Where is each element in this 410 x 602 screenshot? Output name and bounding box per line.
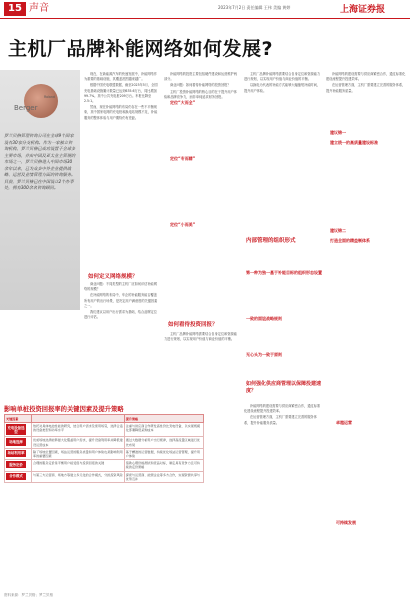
logo-text: Berger xyxy=(14,104,38,112)
table-cell: 探索与运营商、能源企业等多方合作，实现资源共享与优势互补 xyxy=(124,471,203,482)
subheading-small: 可持续发展 xyxy=(336,520,356,525)
paragraph: 以换电为代表的补能方式能够大幅缩短补能时间，提升用户体验。 xyxy=(244,83,321,93)
factor-tag: 场站利用率 xyxy=(7,451,25,456)
section-name: 声音 xyxy=(29,3,49,14)
table-header-row xyxy=(5,415,204,423)
paragraph: 根据中国充电联盟数据，截至2023年5月，全国充电基础设施累计数量已达到635.6万台，同比增加99.7%。其中公共充电桩209万台。车桩比降至2.5:1。 xyxy=(84,83,158,104)
subheading: 如何定义网络规模？ xyxy=(88,274,138,280)
subheading-small: 一致的面谊战略规则 xyxy=(246,316,282,321)
table-cell: 通过大数据分析用户出行规律，选择高流量区域进行优先布局 xyxy=(124,437,203,448)
factor-tag: 合作模式 xyxy=(6,473,26,480)
paragraph: 在补能网络的布局中，车企的补能服务能否覆盖所有用户的出行场景，是决定用户满意度的关键因素之一。 xyxy=(84,293,158,308)
photo-caption: 罗兰贝格管理咨询公司在全球9个国家设有30家分支机构。作为一家独立咨询机构，罗兰贝格已成功设置于全球多主要市场，并由中国及亚太业主管规的市场之一，罗兰贝格进入中国市场30余年以来，已为众多中外企业提供战略、运营及业绩管理方面的咨询服务。目前，罗兰贝格已在中国设立2个办事处，拥有300余名咨询顾问。 xyxy=(4,133,76,190)
table-row xyxy=(5,423,204,437)
subheading-small: 无心头为一致于原则 xyxy=(246,352,282,357)
subheading-small: 定位“小而美” xyxy=(170,222,196,227)
text-column-3b xyxy=(244,404,322,589)
subheading-small: 卓越运营 xyxy=(336,420,352,425)
subheading-small: 建立统一的高质量建设标准 xyxy=(330,140,378,145)
table-cell: 除了场地位置因素，场站运营的服务质量和用户体验也是影响利用率的重要因素 xyxy=(33,449,123,459)
logo-icon xyxy=(24,84,58,118)
table-cell: 与第三方运营商、场地方等建立多元化的合作模式，分担投资风险 xyxy=(32,471,125,482)
paragraph: 商业问题：如何看待补能网络的投资回报？ xyxy=(170,83,231,88)
factor-tag: 服务定价 xyxy=(6,461,26,468)
text-column-1 xyxy=(84,72,160,252)
table-header xyxy=(32,415,125,423)
text-column-2 xyxy=(164,72,240,312)
logo-text-small: Roland xyxy=(44,95,55,99)
table-row xyxy=(5,471,204,482)
factor-tag: 充电设备选型 xyxy=(7,425,25,434)
table-cell: 优质场地选择能够最大化覆盖用户需求，提升设备利用率并降低建设运营成本 xyxy=(33,438,123,447)
subheading: 如何强化供应商管理以保障投建速度？ xyxy=(246,381,322,394)
table-cell: 借助心理价格测试和竞品对标，制定具有竞争力且可持续的定价策略 xyxy=(124,460,203,471)
paragraph: 补能网络的建设需要与供应商紧密合作，通过标准化建设流程提升投建效率。 xyxy=(326,72,406,82)
table-title: 影响单桩投资回报率的关键因素及提升策略 xyxy=(4,406,124,413)
subheading-small: 定位“专而精” xyxy=(170,156,196,161)
paragraph: 主机厂品牌补能网络需要结合自身定位和资源能力进行规划，以实现用户价值与商业价值的平衡。 xyxy=(244,72,321,82)
paragraph: 现在，在新能源汽车的快速发展中，补能网络作为重要的基础设施，其覆盖范围越来越广。 xyxy=(84,72,157,82)
paragraph: 主机厂投资补能网络的核心目的在于提升用户体验和品牌竞争力，而非单纯追求财务回报。 xyxy=(164,89,237,99)
table-row xyxy=(5,437,204,448)
factor-table xyxy=(4,414,204,483)
paragraph: 在运营管理方面，主机厂需要建立完善的服务体系，提升补能服务质量。 xyxy=(244,415,317,425)
table-row xyxy=(5,460,204,471)
text-column-3 xyxy=(244,72,322,232)
table-cell: 基于精准的运营数据，持续优化场站运营管理，提升用户体验 xyxy=(124,448,203,459)
subheading-small: 建议锦一 xyxy=(330,130,346,135)
paragraph: 我们建议以用户出行需求为基础，结合品牌定位进行评估。 xyxy=(84,310,157,320)
paragraph: 补能网络的建设需要与供应商紧密合作，通过标准化建设流程提升投建效率。 xyxy=(244,404,321,414)
source-note: 资料来源：罗兰贝格；罗兰贝格 xyxy=(4,593,53,597)
subheading-small: 打造全面的精益制体系 xyxy=(330,238,370,243)
subheading-small: 定位“大而全” xyxy=(170,100,196,105)
factor-tag: 场地选择 xyxy=(6,438,26,445)
table-header: 关键因素 xyxy=(5,415,32,423)
text-column-1b xyxy=(84,282,160,377)
table-cell: 合理的服务定价是平衡用户接受度与投资回报的关键 xyxy=(32,460,125,471)
table-header: 提升策略 xyxy=(124,415,203,423)
table-cell: 注重与供应商合作研发高性价比充电设备，以实现规模化部署降低采购成本 xyxy=(124,423,203,437)
text-column-2b xyxy=(164,332,240,392)
subheading-small: 建议锦二 xyxy=(330,228,346,233)
paragraph: 商业问题：不同类型的主机厂应如何评估补能网络的规模？ xyxy=(84,282,157,292)
paragraph: 补能网络的投资主要包括硬件建设和运营维护两部分。 xyxy=(164,72,237,82)
subheading-small: 第一种为独一基于补能目标的组织形态设置 xyxy=(246,270,322,275)
subheading: 内部管理的组织形式 xyxy=(246,238,296,244)
page-number: 15 xyxy=(4,2,26,16)
text-column-4 xyxy=(326,72,406,592)
headline: 主机厂品牌补能网络如何发展? xyxy=(8,38,274,60)
edition-meta: 2023年7月2日 责任编辑 王伟 美编 黄婷 xyxy=(218,5,291,10)
table-cell: 依托对具体电池性能的研究，结合用户需求及使用场景，选择合适的设备类型和功率水平 xyxy=(32,423,125,437)
paragraph: 在运营管理方面，主机厂需要建立完善的服务体系，提升补能服务质量。 xyxy=(326,83,406,93)
subheading: 如何看待投资回报？ xyxy=(168,322,218,328)
paragraph: 然而，现在补能网络的布局仍存在一些不平衡现象，其中国家电网的充电桩和换电站规模不足，补能服务的整体体验与用户期待仍有差距。 xyxy=(84,105,158,120)
newspaper-name: 上海证券报 xyxy=(340,5,386,15)
table-row xyxy=(5,448,204,459)
paragraph: 主机厂品牌补能网络需要结合自身定位和资源能力进行规划，以实现用户价值与商业价值的平衡。 xyxy=(164,332,237,342)
